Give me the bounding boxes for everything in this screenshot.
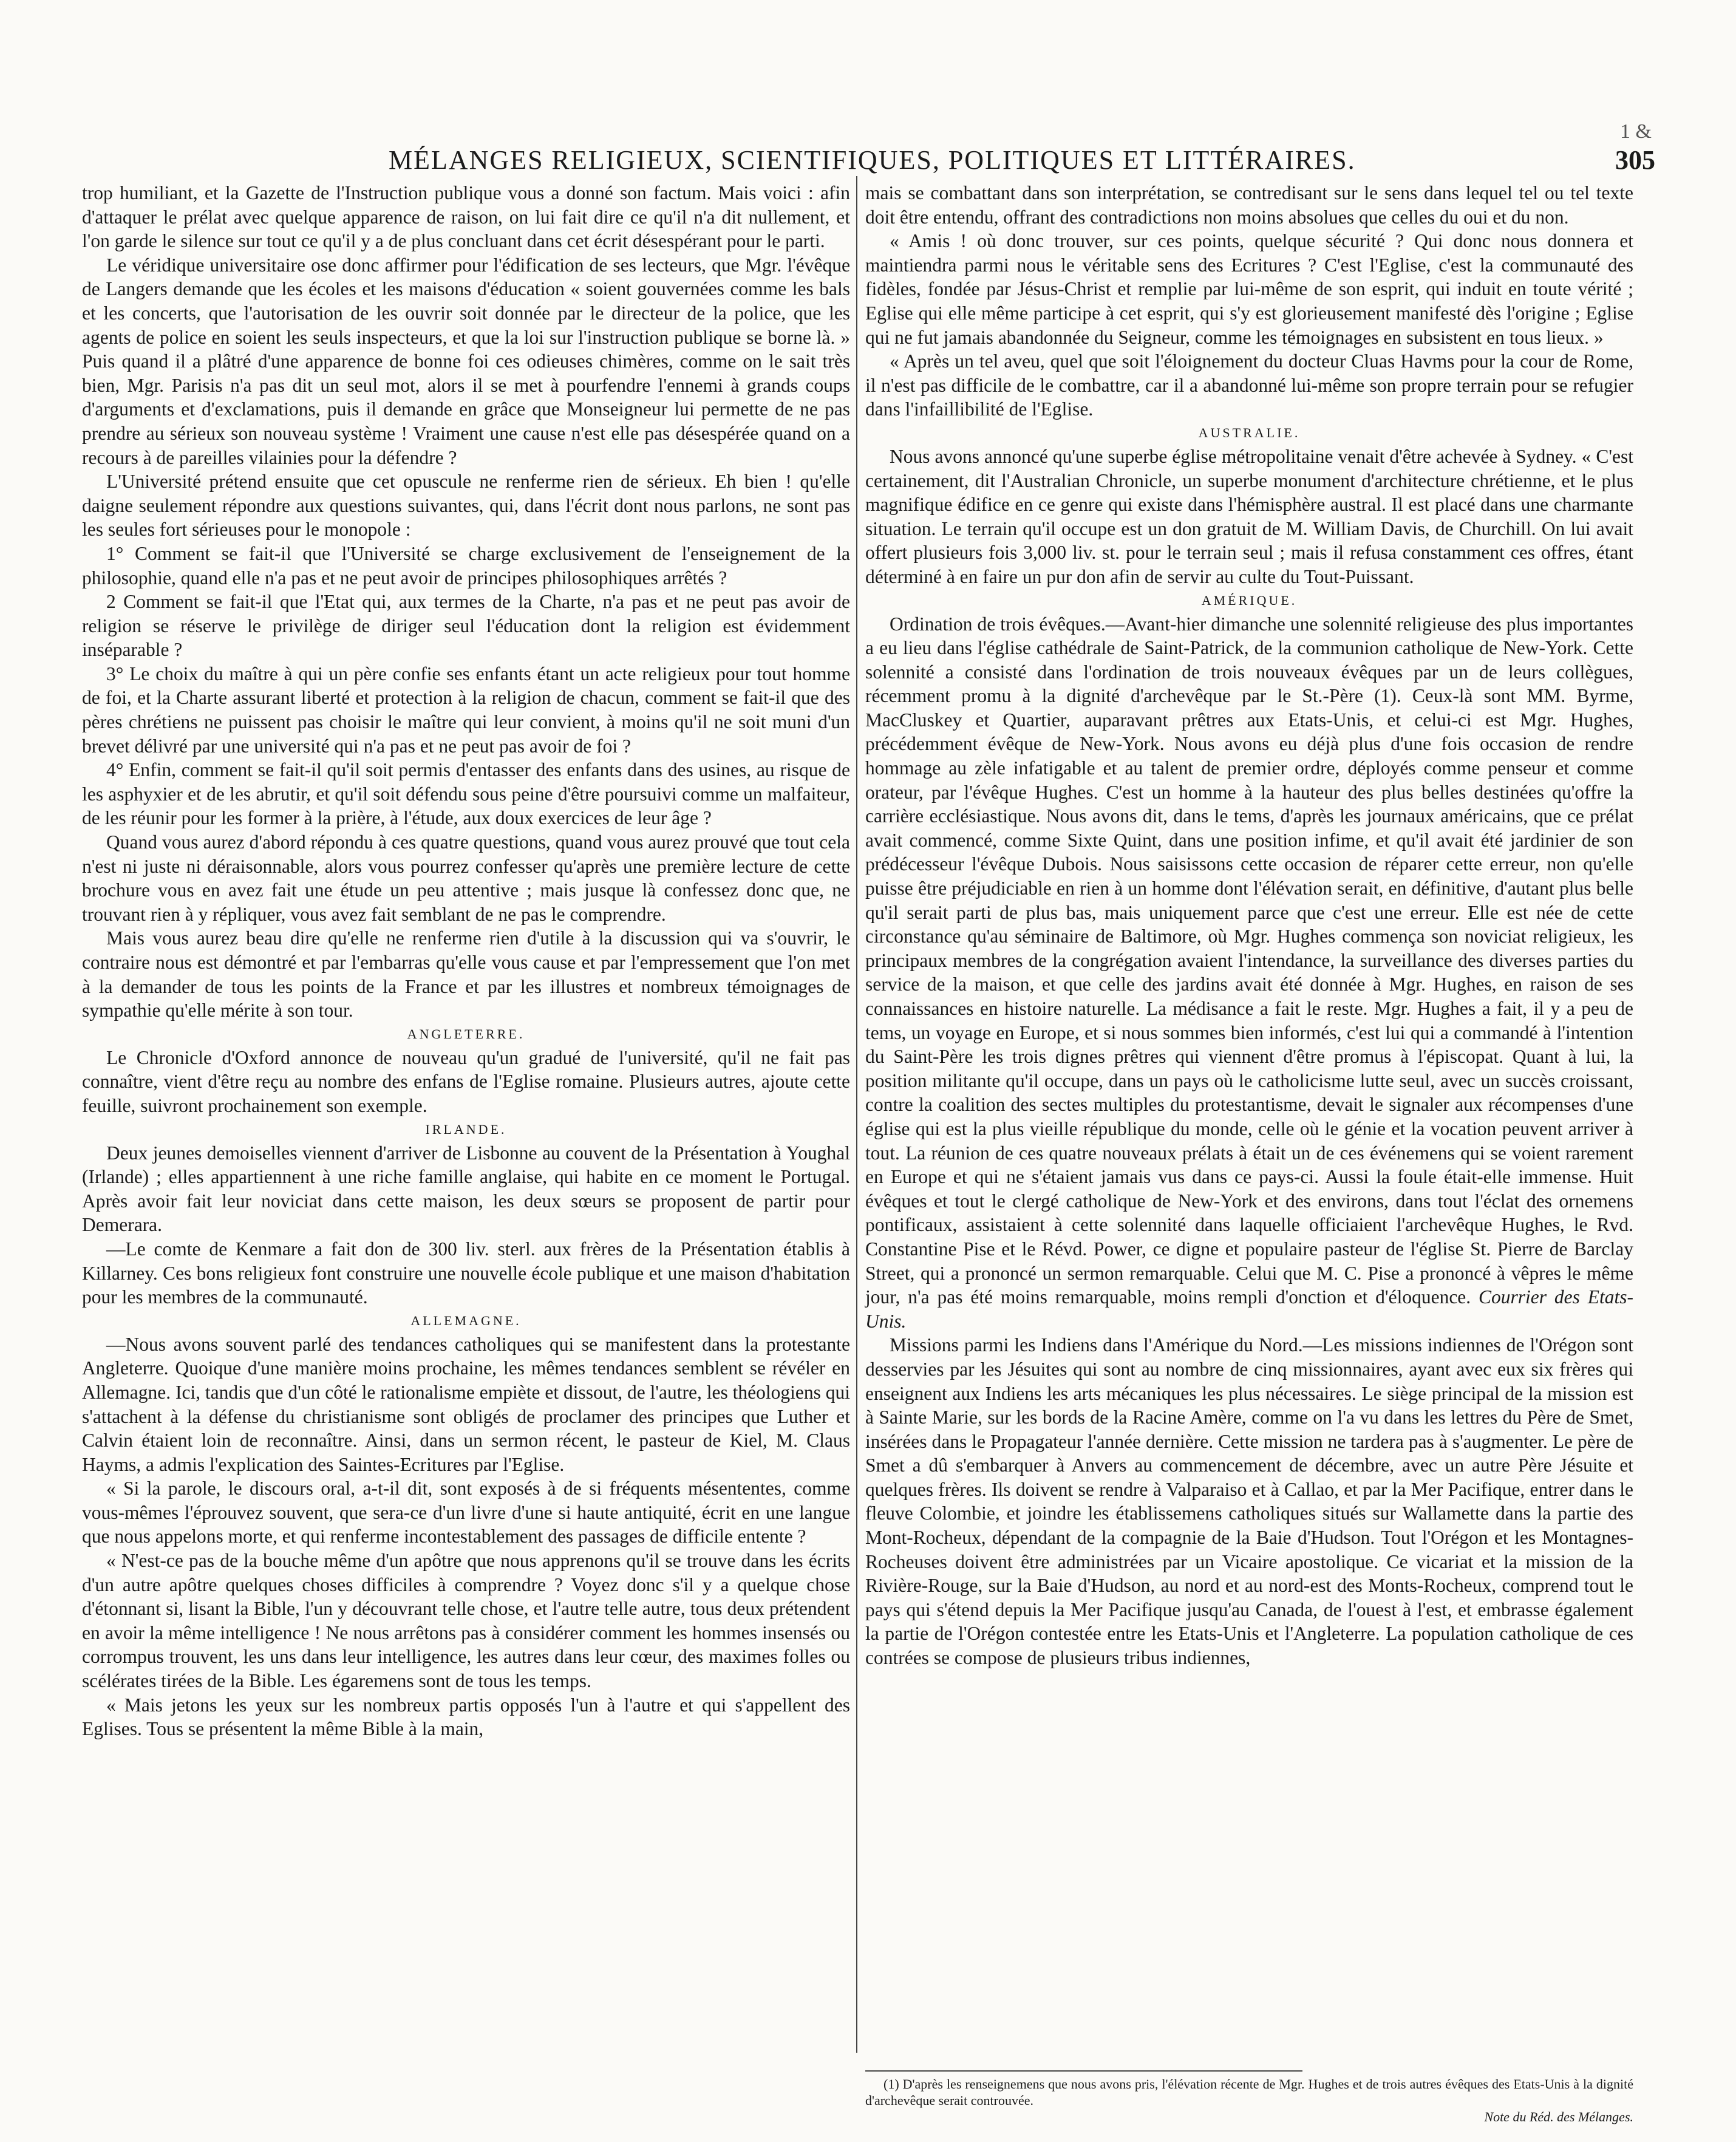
paragraph: Nous avons annoncé qu'une superbe église métropolitaine venait d'être achevée à Sydney. « C'est certainement, dit l'Australian Chronicle, un superbe monument d'architecture chrétienne, et le plus magnifique édifice en ce genre qui existe dans l'hémisphère austral. Il est placé dans une charmante situation. Le terrain qu'il occupe est un don gratuit de M. William Davis, de Churchill. On lui avait offert plusieurs fois 3,000 liv. st. pour le terrain seul ; mais il refusa constamment ces offres, étant déterminé à en faire un pur don afin de servir au culte du Tout-Puissant. — [865, 445, 1633, 587]
section-heading-australie: AUSTRALIE. — [1198, 425, 1301, 440]
paragraph: « Amis ! où donc trouver, sur ces points, quelque sécurité ? Qui donc nous donnera et maintiendra parmi nous le véritable sens des Ecritures ? C'est l'Eglise, c'est la communauté des fidèles, fondée par Jésus-Christ et remplie par lui-même de son esprit, qui induit en toute vérité ; Eglise qui elle même participe à cet esprit, qui s'y est glorieusement manifesté dès l'origine ; Eglise qui ne fut jamais abandonnée du Seigneur, comme les témoignages en subsistent en tous lieux. » — [865, 230, 1633, 348]
paragraph — [865, 612, 1633, 1334]
paragraph: trop humiliant, et la Gazette de l'Instruction publique vous a donné son factum. Mais voici : afin d'attaquer le prélat avec quelque apparence de raison, on lui fait dire ce qu'il n'a dit nullement, et l'on garde le silence sur tout ce qu'il y a de plus concluant dans cet écrit désespérant pour le parti. — [82, 182, 850, 252]
paragraph: Deux jeunes demoiselles viennent d'arriver de Lisbonne au couvent de la Présentation à Youghal (Irlande) ; elles appartiennent à une riche famille anglaise, qui habite en ce moment le Portugal. Après avoir fait leur noviciat dans cette maison, les deux sœurs se proposent de partir pour Demerara. — [82, 1142, 850, 1236]
footnote-signature: Note du Réd. des Mélanges. — [1484, 2109, 1633, 2124]
paragraph: 4° Enfin, comment se fait-il qu'il soit permis d'entasser des enfants dans des usines, au risque de les asphyxier et de les abrutir, et qu'il soit défendu sous peine d'être poursuivi comme un malfaiteur, de les réunir pour les former à la prière, à l'étude, aux doux exercices de leur âge ? — [82, 759, 850, 829]
footnote — [865, 2076, 1633, 2125]
paragraph: « Après un tel aveu, quel que soit l'éloignement du docteur Cluas Havms pour la cour de Rome, il n'est pas difficile de le combattre, car il a abandonné lui-même son propre terrain pour se refugier dans l'infaillibilité de l'Eglise. — [865, 350, 1633, 420]
section-heading-allemagne: ALLEMAGNE. — [410, 1312, 522, 1328]
left-column — [82, 181, 850, 1741]
page-number: 305 — [1615, 145, 1655, 175]
paragraph: —Le comte de Kenmare a fait don de 300 liv. sterl. aux frères de la Présentation établis à Killarney. Ces bons religieux font construire une nouvelle école publique et une maison d'habitation pour les membres de la communauté. — [82, 1238, 850, 1308]
paragraph: « N'est-ce pas de la bouche même d'un apôtre que nous apprenons qu'il se trouve dans les écrits d'un autre apôtre quelques choses difficiles à comprendre ? Voyez donc s'il y a quelque chose d'étonnant si, lisant la Bible, l'un y découvrant telle chose, et l'autre telle autre, tous deux prétendent en avoir la même intelligence ! Ne nous arrêtons pas à considérer comment les hommes insensés ou corrompus trouvent, les uns dans leur intelligence, les autres dans leur cœur, des maximes folles ou scélérates tirées de la Bible. Les égaremens sont de tous les temps. — [82, 1550, 850, 1692]
right-column — [865, 181, 1633, 1670]
footnote-text: (1) D'après les renseignemens que nous avons pris, l'élévation récente de Mgr. Hughes et de trois autres évêques des Etats-Unis à la dignité d'archevêque serait controuvée. — [865, 2076, 1633, 2108]
paragraph: Mais vous aurez beau dire qu'elle ne renferme rien d'utile à la discussion qui va s'ouvrir, le contraire nous est démontré et par l'embarras qu'elle vous cause et par l'empressement que l'on met à la demander de tous les points de la France et par les illustres et nombreux témoignages de sympathie qu'elle mérite à son tour. — [82, 927, 850, 1022]
paragraph: mais se combattant dans son interprétation, se contredisant sur le sens dans lequel tel ou tel texte doit être entendu, offrant des contradictions non moins absolues que celles du oui et du non. — [865, 182, 1633, 228]
running-title: MÉLANGES RELIGIEUX, SCIENTIFIQUES, POLITIQUES ET LITTÉRAIRES. — [389, 145, 1356, 175]
footnote-rule — [865, 2070, 1302, 2072]
paragraph: —Nous avons souvent parlé des tendances catholiques qui se manifestent dans la protestante Angleterre. Quoique d'une manière moins prochaine, les mêmes tendances semblent se révéler en Allemagne. Ici, tandis que d'un côté le rationalisme empiète et dissout, de l'autre, les théologiens qui s'attachent à la défense du christianisme sont obligés de proclamer des principes que Luther et Calvin étaient loin de reconnaître. Ainsi, dans un sermon récent, le pasteur de Kiel, M. Claus Hayms, a admis l'explication des Saintes-Ecritures par l'Eglise. — [82, 1333, 850, 1475]
paragraph: L'Université prétend ensuite que cet opuscule ne renferme rien de sérieux. Eh bien ! qu'elle daigne seulement répondre aux questions suivantes, qui, dans l'écrit dont nous parlons, ne sont pas les seules fort sérieuses pour le monopole : — [82, 471, 850, 541]
section-heading-angleterre: ANGLETERRE. — [407, 1026, 525, 1042]
corner-mark: 1 & — [1620, 120, 1652, 143]
paragraph: Le Chronicle d'Oxford annonce de nouveau qu'un gradué de l'université, qu'il ne fait pas connaître, vient d'être reçu au nombre des enfans de l'Eglise romaine. Plusieurs autres, ajoute cette feuille, suivront prochainement son exemple. — [82, 1046, 850, 1116]
paragraph-text: Ordination de trois évêques.—Avant-hier dimanche une solennité religieuse des plus importantes a eu lieu dans l'église cathédrale de Saint-Patrick, de la communion catholique de New-York. Cette solennité a consisté dans l'ordination de trois nouveaux évêques par un de leurs collègues, récemment promu à la dignité d'archevêque par le St.-Père (1). Ceux-là sont MM. Byrme, MacCluskey et Quartier, auparavant prêtres aux Etats-Unis, et celui-ci est Mgr. Hughes, précédemment évêque de New-York. Nous avons eu déjà plus d'une fois occasion de rendre hommage au zèle infatigable et au talent de premier ordre, déployés comme penseur et comme orateur, par l'évêque Hughes. C'est un homme à la hauteur des plus belles destinées qu'offre la carrière ecclésiastique. Nous avons dit, dans le tems, d'après les journaux américains, que ce prélat avait commencé, comme Sixte Quint, dans une position infime, et qu'il avait été jardinier de son prédécesseur l'évêque Dubois. Nous saisissons cette occasion de réparer cette erreur, non qu'elle puisse être préjudiciable en rien à un homme dont l'élévation serait, en définitive, d'autant plus belle qu'il serait parti de plus bas, mais uniquement parce que c'est une erreur. Elle est née de cette circonstance qu'au séminaire de Baltimore, où Mgr. Hughes commença son noviciat religieux, les principaux membres de la congrégation avaient l'intendance, la surveillance des diverses parties du service de la maison, et que celle des jardins avait été donnée à Mgr. Hughes, en raison de ses connaissances en histoire naturelle. La médisance a fait le reste. Mgr. Hughes a fait, il y a peu de tems, un voyage en Europe, et si nous sommes bien informés, c'est lui qui a commandé à l'intention du Saint-Père les trois dignes prêtres qui viennent d'être promus à l'épiscopat. Quant à lui, la position militante qu'il occupe, dans un pays où le catholicisme lutte seul, avec un succès croissant, contre la coalition des sectes multiples du protestantisme, devait le signaler aux récompenses d'une église qui est la plus vieille république du monde, celle où le génie et la vocation peuvent arriver à tout. La réunion de ces quatre nouveaux prélats à était un de ces événemens qui se voient rarement en Europe et qui ne s'étaient jamais vus dans ce pays-ci. Aussi la foule était-elle immense. Huit évêques et tout le clergé catholique de New-York et des environs, dans tout l'éclat des ornemens pontificaux, assistaient à cette solennité dans laquelle officiaient l'archevêque Hughes, le Rvd. Constantine Pise et le Révd. Power, ce digne et populaire pasteur de l'église St. Pierre de Barclay Street, qui a prononcé un sermon remarquable. Celui que M. C. Pise a prononcé à vêpres le même jour, n'a pas été moins remarquable, moins rempli d'onction et d'éloquence. — [865, 613, 1633, 1308]
paragraph: 3° Le choix du maître à qui un père confie ses enfants étant un acte religieux pour tout homme de foi, et la Charte assurant liberté et protection à la religion de chacun, comment se fait-il que des pères chrétiens ne puissent pas choisir le maître qui leur convient, à moins qu'il ne soit muni d'un brevet délivré par une université qui n'a pas et ne peut pas avoir de foi ? — [82, 663, 850, 757]
section-heading-amerique: AMÉRIQUE. — [1201, 592, 1298, 608]
section-heading-irlande: IRLANDE. — [425, 1121, 507, 1137]
paragraph: Le véridique universitaire ose donc affirmer pour l'édification de ses lecteurs, que Mgr. l'évêque de Langers demande que les écoles et les maisons d'éducation « soient gouvernées comme les bals et les concerts, que l'autorisation de les ouvrir soit donnée par le directeur de la police, que les agents de police en soient les seuls inspecteurs, et que la loi sur l'instruction publique se borne là. » Puis quand il a plâtré d'une apparence de bonne foi ces odieuses chimères, comme on le sait très bien, Mgr. Parisis n'a pas dit un seul mot, alors il se met à pourfendre l'ennemi à grands coups d'arguments et d'exclamations, puis il demande en grâce que Monseigneur lui permette de ne pas prendre au sérieux son nouveau système ! Vraiment une cause n'est elle pas désespérée quand on a recours à de pareilles vilainies pour la défendre ? — [82, 254, 850, 468]
paragraph: Missions parmi les Indiens dans l'Amérique du Nord.—Les missions indiennes de l'Orégon sont desservies par les Jésuites qui sont au nombre de cinq missionnaires, ayant avec eux six frères qui enseignent aux Indiens les arts mécaniques les plus nécessaires. Le siège principal de la mission est à Sainte Marie, sur les bords de la Racine Amère, comme on l'a vu dans les lettres du Père de Smet, insérées dans le Propagateur l'année dernière. Cette mission ne tardera pas à s'augmenter. Le père de Smet a dû s'embarquer à Anvers au commencement de décembre, avec un autre Père Jésuite et quelques frères. Ils doivent se rendre à Valparaiso et à Callao, et par la Mer Pacifique, entrer dans le fleuve Colombie, et joindre les établissemens catholiques situés sur Wallamette dans la partie des Mont-Rocheux, dépendant de la compagnie de la Baie d'Hudson. Tout l'Orégon et les Montagnes-Rocheuses doivent être administrées par un Vicaire apostolique. Ce vicariat et la mission de la Rivière-Rouge, sur la Baie d'Hudson, au nord et au nord-est des Monts-Rocheux, comprend tout le pays qui s'étend depuis la Mer Pacifique jusqu'au Canada, de l'ouest à l'est, et embrasse également la partie de l'Orégon contestée entre les Etats-Unis et l'Angleterre. La population catholique de ces contrées se compose de plusieurs tribus indiennes, — [865, 1334, 1633, 1669]
paragraph: Quand vous aurez d'abord répondu à ces quatre questions, quand vous aurez prouvé que tout cela n'est ni juste ni déraisonnable, alors vous pourrez confesser qu'après une première lecture de cette brochure vous en avez fait une étude un peu attentive ; mais jusque là confessez donc que, ne trouvant rien à y répliquer, vous avez fait semblant de ne pas le comprendre. — [82, 831, 850, 925]
source-attribution: Courrier des Etats-Unis. — [865, 1286, 1633, 1332]
paragraph: 2 Comment se fait-il que l'Etat qui, aux termes de la Charte, n'a pas et ne peut pas avoir de religion se réserve le privilège de diriger seul l'éducation dont la religion est évidemment inséparable ? — [82, 591, 850, 661]
paragraph: « Mais jetons les yeux sur les nombreux partis opposés l'un à l'autre et qui s'appellent des Eglises. Tous se présentent la même Bible à la main, — [82, 1694, 850, 1740]
paragraph: 1° Comment se fait-il que l'Université se charge exclusivement de l'enseignement de la philosophie, quand elle n'a pas et ne peut avoir de principes philosophiques arrêtés ? — [82, 542, 850, 588]
running-head — [0, 145, 1736, 175]
column-rule — [856, 176, 857, 2053]
paragraph: « Si la parole, le discours oral, a-t-il dit, sont exposés à de si fréquents mésententes, comme vous-mêmes l'éprouvez souvent, que sera-ce d'un livre d'une si haute antiquité, écrit en une langue que nous appelons morte, et qui renferme incontestablement des passages de difficile entente ? — [82, 1478, 850, 1547]
